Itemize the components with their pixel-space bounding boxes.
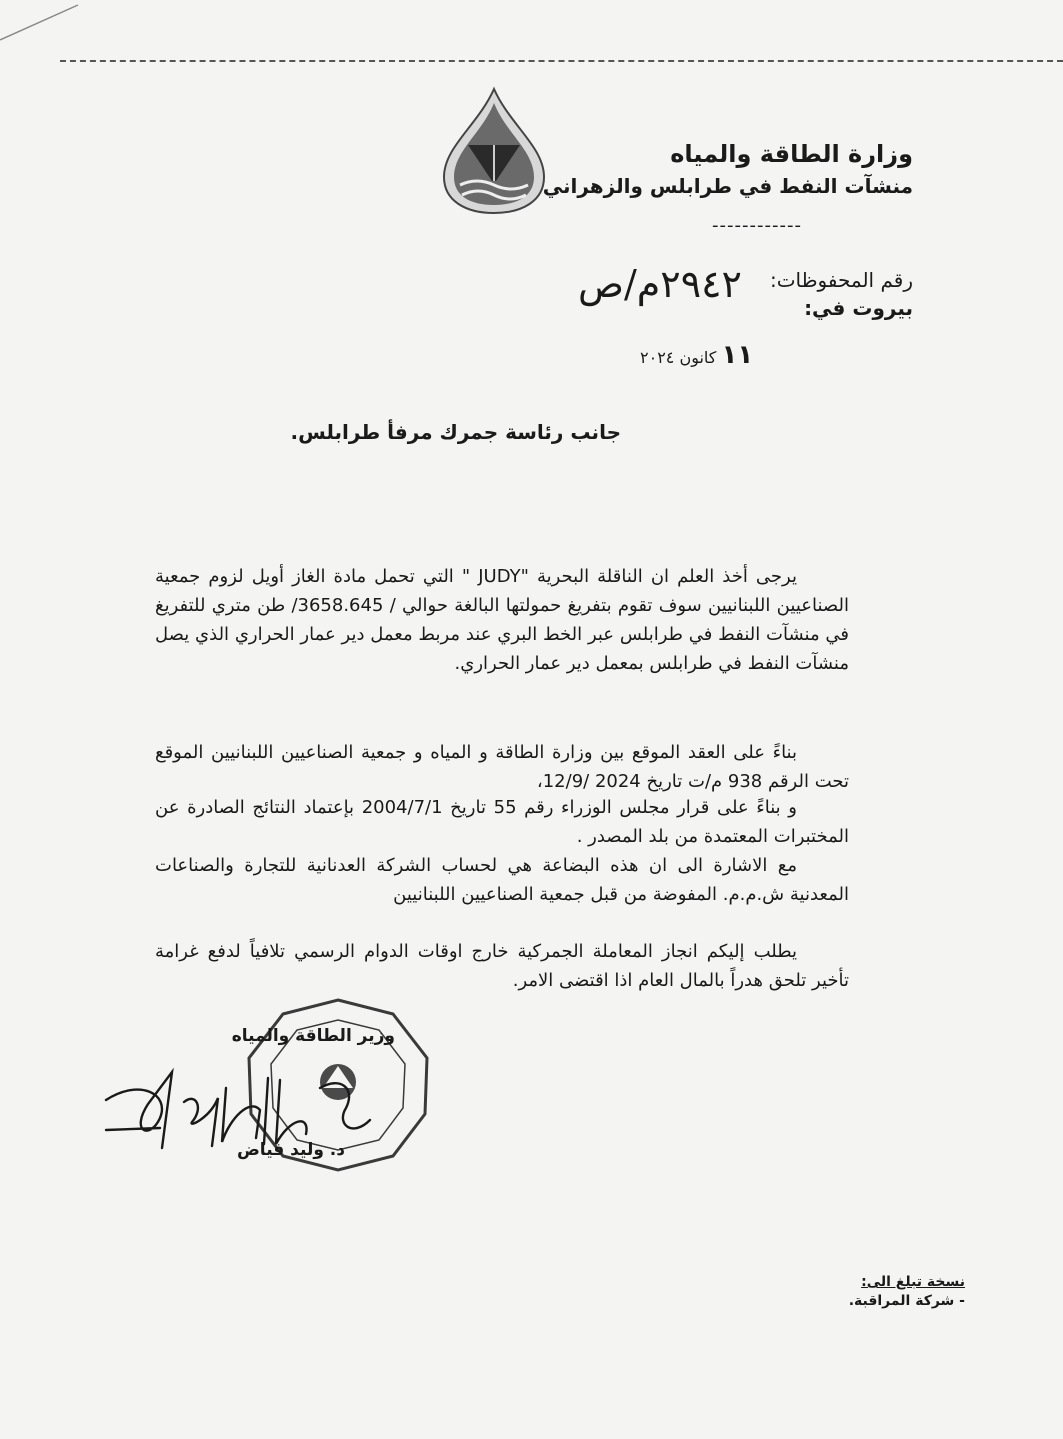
corner-mark (0, 0, 90, 60)
directorate-name: منشآت النفط في طرابلس والزهراني (542, 174, 913, 198)
place-label: بيروت في: (804, 296, 913, 320)
body-paragraph-3: و بناءً على قرار مجلس الوزراء رقم 55 تاريخ 2004/7/1 بإعتماد النتائج الصادرة عن المختبرات المعتمدة من بلد المصدر . (155, 797, 849, 847)
header-separator: ------------ (712, 215, 802, 236)
date-month-year: كانون ٢٠٢٤ (640, 348, 717, 367)
ministry-logo-icon (438, 85, 550, 215)
cc-label: نسخة تبلغ الى: (861, 1274, 965, 1290)
cc-recipient: - شركة المراقبة. (848, 1293, 965, 1309)
letter-date (640, 340, 753, 370)
body-paragraph-5: يطلب إليكم انجاز المعاملة الجمركية خارج اوقات الدوام الرسمي تلافياً لدفع غرامة تأخير تلحق هدراً بالمال العام اذا اقتضى الامر. (155, 941, 849, 991)
reference-number: ٢٩٤٢م/ص (578, 262, 742, 306)
signer-title: وزير الطاقة والمياه (231, 1026, 395, 1046)
body-paragraph-2: بناءً على العقد الموقع بين وزارة الطاقة و المياه و جمعية الصناعيين اللبنانيين الموقع تحت الرقم 938 م/ت تاريخ 2024 /12/9، (155, 742, 849, 792)
top-dashed-line (60, 60, 1063, 62)
reference-label: رقم المحفوظات: (769, 268, 913, 292)
ministry-name: وزارة الطاقة والمياه (670, 140, 913, 168)
signer-name: د. وليد فياض (236, 1140, 345, 1160)
date-day: ١١ (721, 340, 754, 370)
body-paragraph-1: يرجى أخذ العلم ان الناقلة البحرية "JUDY " التي تحمل مادة الغاز أويل لزوم جمعية الصناعيين اللبنانيين سوف تقوم بتفريغ حمولتها البالغة حوالي / 3658.645/ طن متري للتفريغ في منشآت النفط في طرابلس عبر الخط البري عند مربط معمل دير عمار الحراري الذي يصل منشآت النفط في طرابلس بمعمل دير عمار الحراري. (155, 566, 849, 674)
addressee: جانب رئاسة جمرك مرفأ طرابلس. (290, 420, 621, 444)
body-paragraph-4: مع الاشارة الى ان هذه البضاعة هي لحساب الشركة العدنانية للتجارة والصناعات المعدنية ش.م.م. المفوضة من قبل جمعية الصناعيين اللبنانيين (155, 855, 849, 905)
